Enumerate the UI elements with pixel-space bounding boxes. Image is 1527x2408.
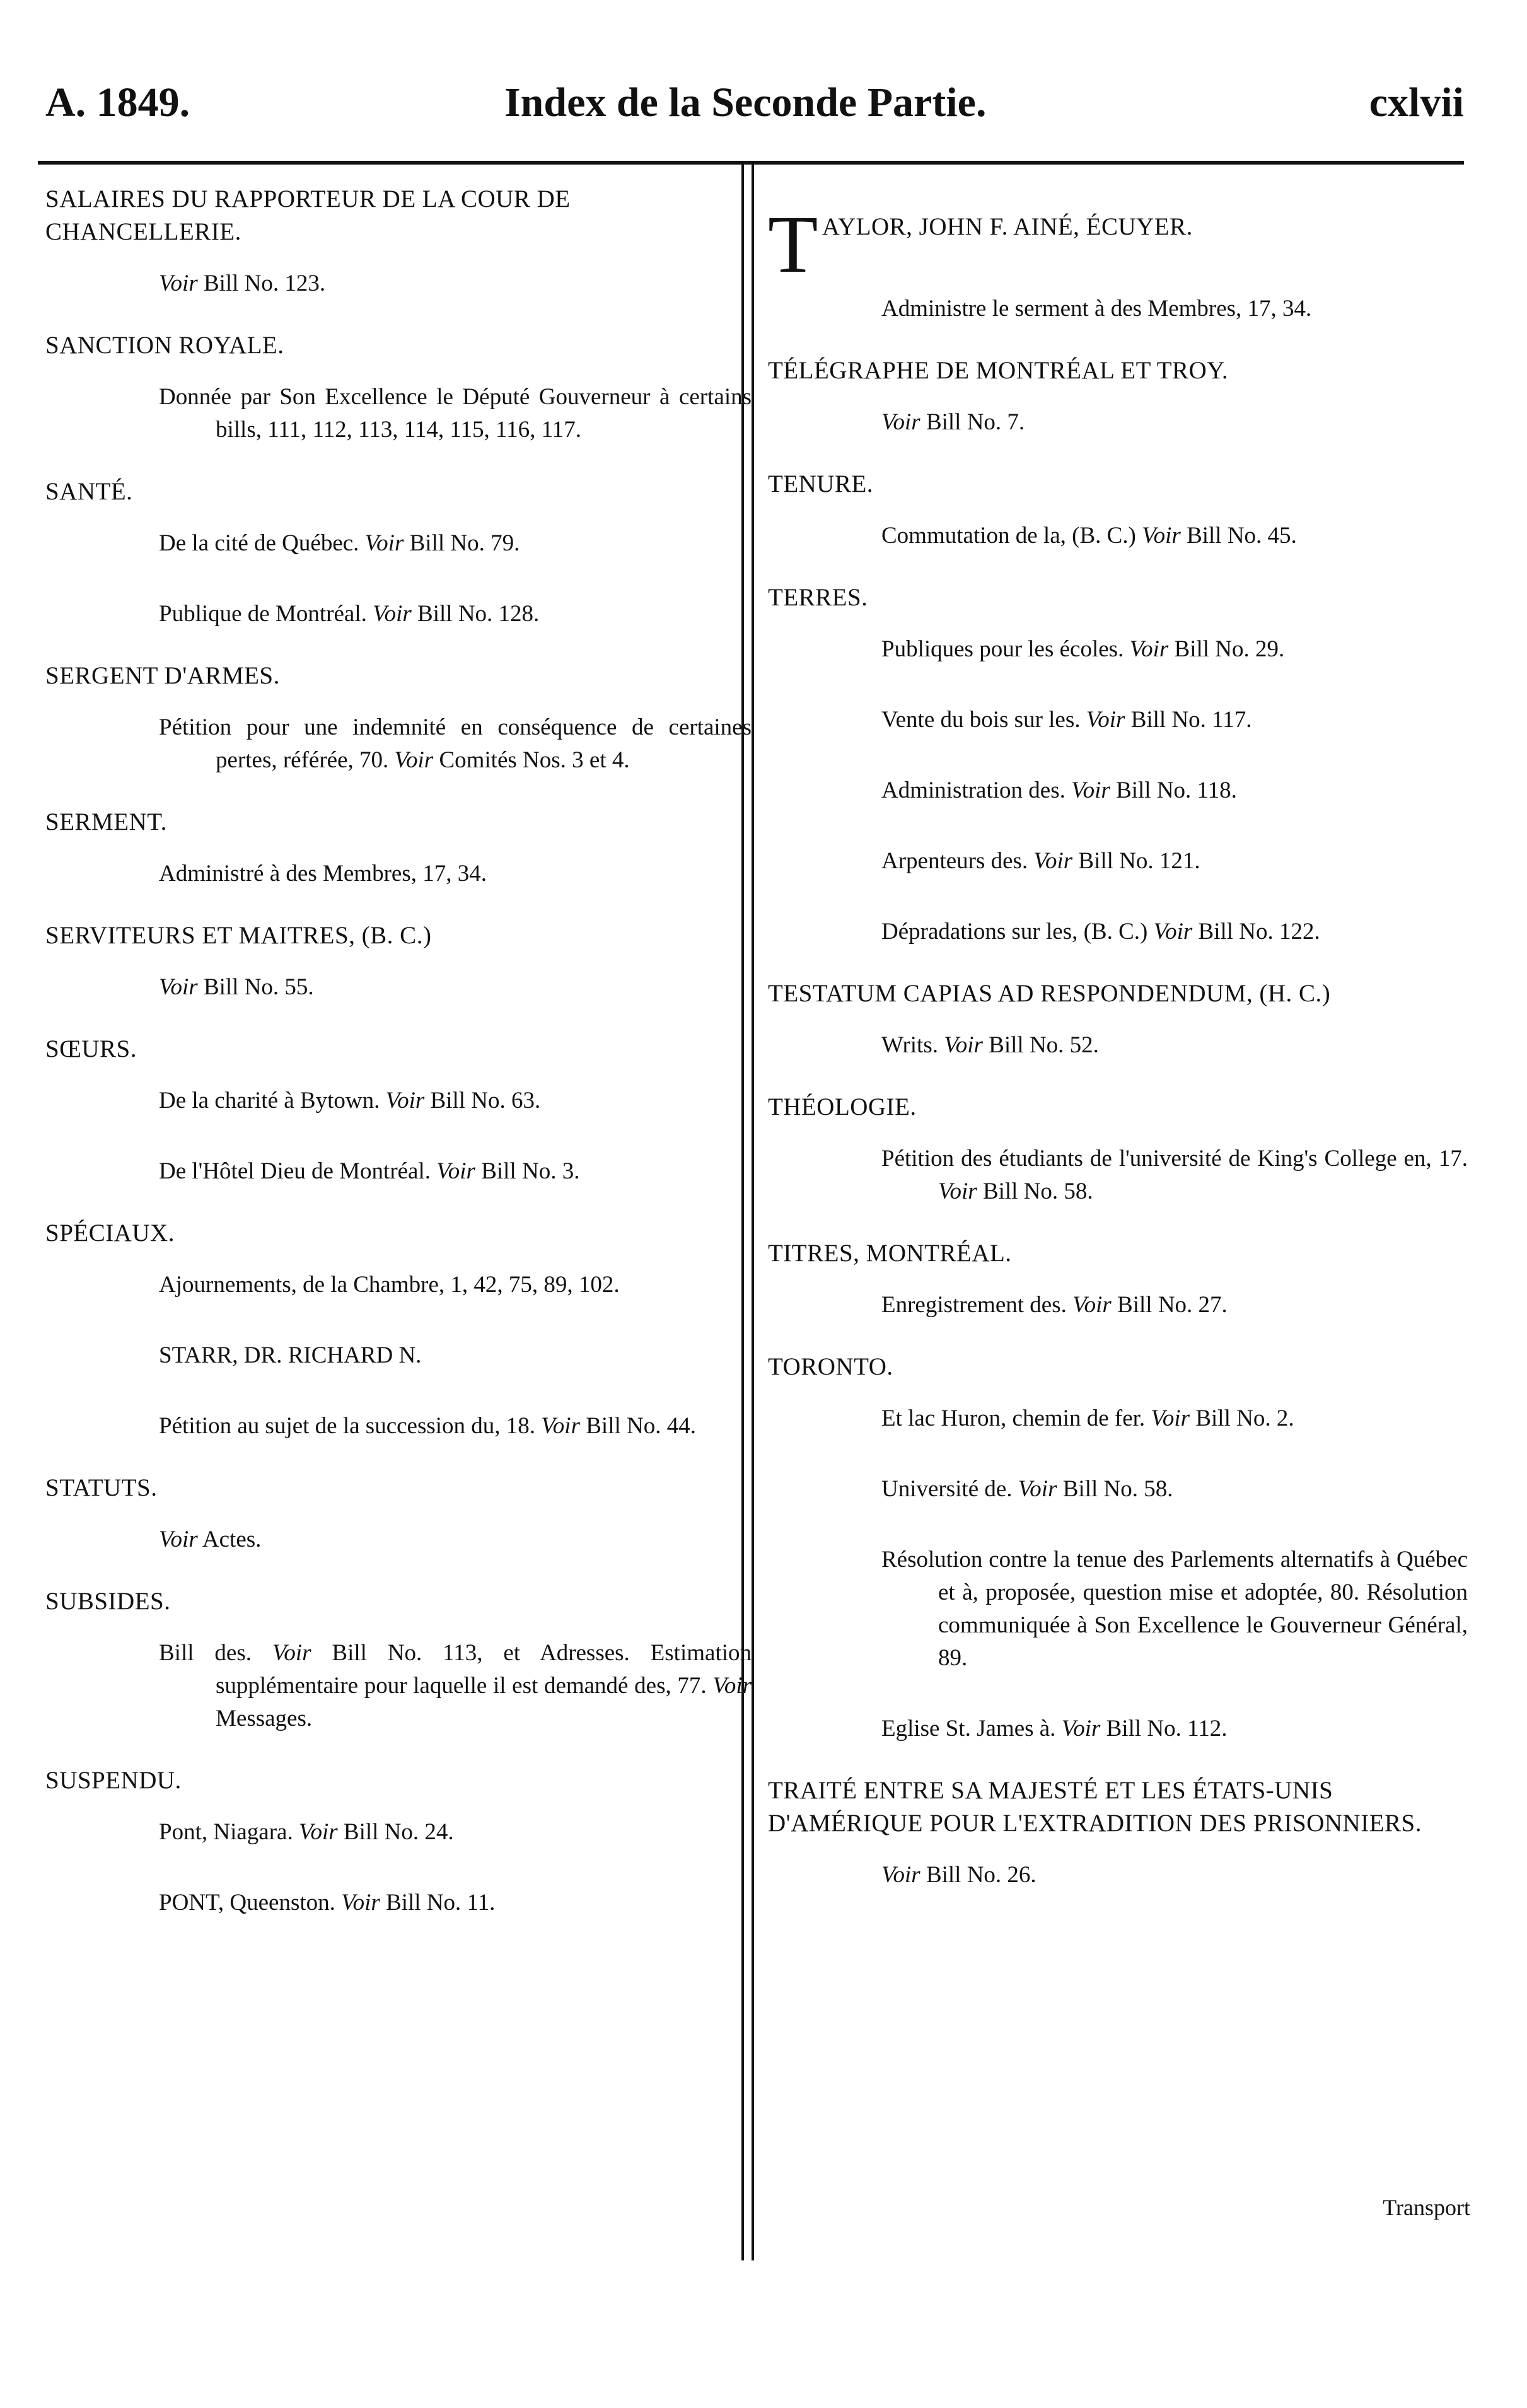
header-rule bbox=[38, 161, 1464, 165]
entry-heading bbox=[45, 919, 752, 952]
entry-heading bbox=[45, 1472, 752, 1504]
entry-subitem: Enregistrement des. Voir Bill No. 27. bbox=[881, 1292, 1228, 1318]
index-entry bbox=[768, 1774, 1468, 1892]
entry-subitem: Commutation de la, (B. C.) Voir Bill No. 45. bbox=[881, 523, 1297, 549]
entry-heading bbox=[45, 329, 752, 362]
entry-subitem: Vente du bois sur les. Voir Bill No. 117. bbox=[881, 707, 1252, 733]
index-entry bbox=[45, 1217, 752, 1443]
entry-heading bbox=[768, 1091, 1468, 1124]
index-entry bbox=[768, 977, 1468, 1062]
entry-heading bbox=[768, 1774, 1468, 1840]
entry-heading bbox=[45, 660, 752, 692]
index-entry bbox=[45, 183, 752, 300]
entry-heading-text: SPÉCIAUX. bbox=[45, 1219, 175, 1247]
entry-subitem: Publique de Montréal. Voir Bill No. 128. bbox=[159, 601, 540, 627]
entry-heading-text: SUSPENDU. bbox=[45, 1767, 182, 1794]
entry-subitem: Résolution contre la tenue des Parlements alternatifs à Québec et à, proposée, question mise et adoptée, 80. Résolution communiquée à Son Excellence le Gouverneur Général, 89. bbox=[881, 1547, 1468, 1671]
entry-subitem: Pétition pour une indemnité en conséquence de certaines pertes, référée, 70. Voir Comités Nos. 3 et 4. bbox=[159, 714, 752, 773]
entry-subitem: Pont, Niagara. Voir Bill No. 24. bbox=[159, 1819, 454, 1845]
entry-heading-text: SERMENT. bbox=[45, 808, 167, 835]
entry-heading bbox=[768, 468, 1468, 501]
index-entry bbox=[768, 1091, 1468, 1208]
entry-subitem: Voir Bill No. 55. bbox=[159, 974, 314, 1000]
entry-heading-text: THÉOLOGIE. bbox=[768, 1093, 917, 1120]
entry-subitem: Voir Bill No. 7. bbox=[881, 409, 1025, 435]
entry-heading-text: SANTÉ. bbox=[45, 478, 133, 505]
index-entry bbox=[768, 1237, 1468, 1322]
right-column bbox=[768, 183, 1468, 1921]
index-entry bbox=[45, 329, 752, 446]
entry-subitem: PONT, Queenston. Voir Bill No. 11. bbox=[159, 1890, 496, 1916]
entry-subitem: Voir Bill No. 123. bbox=[159, 270, 326, 296]
entry-heading bbox=[45, 1764, 752, 1797]
entry-heading-text: TRAITÉ ENTRE SA MAJESTÉ ET LES ÉTATS-UNIS D'AMÉRIQUE POUR L'EXTRADITION DES PRISONNIERS. bbox=[768, 1777, 1422, 1837]
entry-heading-text: SERGENT D'ARMES. bbox=[45, 662, 280, 689]
index-entry bbox=[45, 1033, 752, 1188]
index-entry bbox=[768, 581, 1468, 948]
index-entry bbox=[45, 1764, 752, 1919]
index-entry bbox=[45, 919, 752, 1004]
index-entry bbox=[768, 354, 1468, 439]
entry-subitem: STARR, DR. RICHARD N. bbox=[159, 1342, 422, 1368]
entry-heading-text: SALAIRES DU RAPPORTEUR DE LA COUR DE CHANCELLERIE. bbox=[45, 185, 571, 245]
entry-subitem: Writs. Voir Bill No. 52. bbox=[881, 1032, 1099, 1058]
entry-heading bbox=[45, 1585, 752, 1618]
drop-cap: T bbox=[768, 199, 818, 290]
entry-heading-text: TESTATUM CAPIAS AD RESPONDENDUM, (H. C.) bbox=[768, 980, 1331, 1007]
entry-subitem: Bill des. Voir Bill No. 113, et Adresses. Estimation supplémentaire pour laquelle il est demandé des, 77. Voir Messages. bbox=[159, 1640, 752, 1731]
entry-heading-text: AYLOR, JOHN F. AINÉ, ÉCUYER. bbox=[822, 213, 1193, 240]
entry-subitem: Publiques pour les écoles. Voir Bill No. 29. bbox=[881, 636, 1285, 662]
header-title: Index de la Seconde Partie. bbox=[504, 79, 987, 125]
entry-heading bbox=[768, 581, 1468, 614]
entry-subitem: De l'Hôtel Dieu de Montréal. Voir Bill No. 3. bbox=[159, 1158, 580, 1184]
entry-heading bbox=[768, 183, 1468, 290]
page-header bbox=[38, 68, 1464, 137]
index-entry bbox=[768, 183, 1468, 325]
index-entry bbox=[768, 468, 1468, 552]
entry-subitem: Et lac Huron, chemin de fer. Voir Bill No. 2. bbox=[881, 1405, 1294, 1431]
entry-heading bbox=[768, 354, 1468, 387]
entry-heading bbox=[768, 1237, 1468, 1270]
entry-heading bbox=[45, 475, 752, 508]
entry-subitem: Pétition au sujet de la succession du, 18. Voir Bill No. 44. bbox=[159, 1413, 696, 1439]
entry-subitem: Voir Actes. bbox=[159, 1527, 262, 1552]
catchword: Transport bbox=[1383, 2195, 1470, 2220]
entry-heading-text: SUBSIDES. bbox=[45, 1588, 171, 1615]
entry-heading bbox=[768, 977, 1468, 1010]
entry-subitem: Eglise St. James à. Voir Bill No. 112. bbox=[881, 1716, 1228, 1742]
entry-heading bbox=[768, 1351, 1468, 1383]
entry-subitem: Pétition des étudiants de l'université de King's College en, 17. Voir Bill No. 58. bbox=[881, 1146, 1468, 1204]
entry-subitem: De la cité de Québec. Voir Bill No. 79. bbox=[159, 530, 520, 556]
index-entry bbox=[45, 806, 752, 890]
entry-heading bbox=[45, 806, 752, 839]
entry-heading-text: TERRES. bbox=[768, 584, 868, 611]
column-divider-right bbox=[752, 161, 754, 2260]
entry-heading-text: SERVITEURS ET MAITRES, (B. C.) bbox=[45, 922, 432, 949]
index-entry bbox=[45, 1585, 752, 1735]
left-column bbox=[45, 183, 752, 1948]
entry-subitem: Administré à des Membres, 17, 34. bbox=[159, 861, 487, 887]
header-page-number: cxlvii bbox=[1369, 79, 1464, 125]
entry-subitem: Arpenteurs des. Voir Bill No. 121. bbox=[881, 848, 1200, 874]
index-entry bbox=[45, 660, 752, 777]
entry-subitem: Voir Bill No. 26. bbox=[881, 1862, 1036, 1888]
entry-subitem: Donnée par Son Excellence le Député Gouverneur à certains bills, 111, 112, 113, 114, 115, 116, 117. bbox=[159, 384, 752, 443]
header-year: A. 1849. bbox=[45, 79, 190, 125]
entry-heading-text: SŒURS. bbox=[45, 1035, 137, 1062]
entry-subitem: De la charité à Bytown. Voir Bill No. 63. bbox=[159, 1088, 541, 1114]
entry-subitem: Université de. Voir Bill No. 58. bbox=[881, 1476, 1173, 1502]
entry-heading bbox=[45, 183, 752, 248]
entry-heading-text: TITRES, MONTRÉAL. bbox=[768, 1240, 1012, 1267]
entry-heading bbox=[45, 1033, 752, 1066]
entry-heading-text: SANCTION ROYALE. bbox=[45, 332, 284, 359]
entry-subitem: Administration des. Voir Bill No. 118. bbox=[881, 777, 1237, 803]
entry-subitem: Administre le serment à des Membres, 17, 34. bbox=[881, 296, 1312, 322]
index-entry bbox=[45, 1472, 752, 1556]
entry-heading-text: TÉLÉGRAPHE DE MONTRÉAL ET TROY. bbox=[768, 357, 1229, 384]
index-entry bbox=[45, 475, 752, 631]
entry-heading-text: TORONTO. bbox=[768, 1353, 893, 1380]
entry-subitem: Ajournements, de la Chambre, 1, 42, 75, 89, 102. bbox=[159, 1272, 620, 1298]
entry-heading-text: STATUTS. bbox=[45, 1474, 158, 1501]
entry-heading-text: TENURE. bbox=[768, 470, 874, 497]
entry-heading bbox=[45, 1217, 752, 1250]
entry-subitem: Dépradations sur les, (B. C.) Voir Bill No. 122. bbox=[881, 919, 1320, 945]
index-entry bbox=[768, 1351, 1468, 1745]
